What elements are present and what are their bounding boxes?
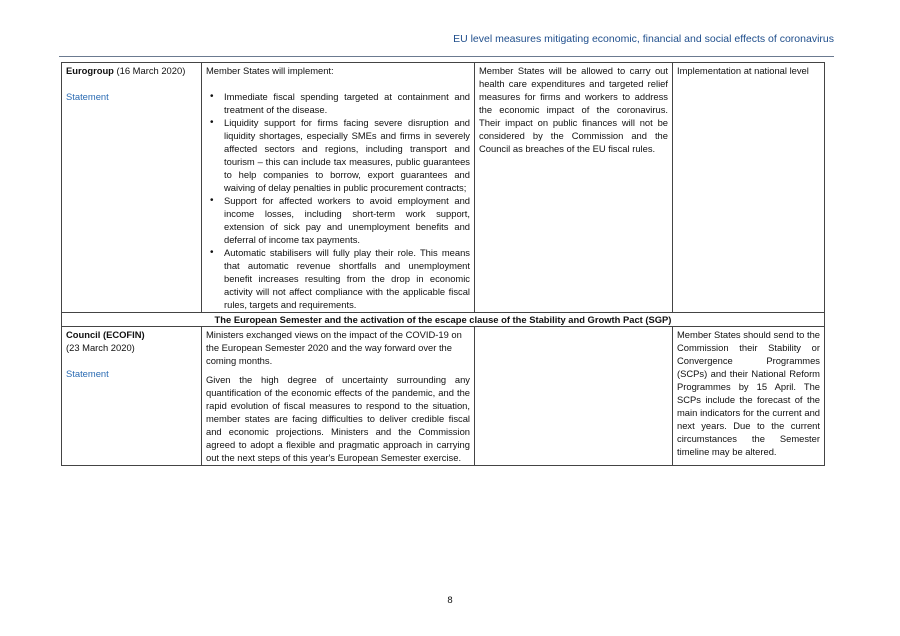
statement-link[interactable]: Statement [66, 91, 109, 102]
section-heading: The European Semester and the activation of the escape clause of the Stability and Growth Pact (SGP) [62, 313, 825, 327]
actor-date: (23 March 2020) [66, 342, 135, 353]
list-item: • Support for affected workers to avoid employment and income losses, including short-term work support, extension of sick pay and unemployment benefits and deferral of income tax payments. [224, 194, 470, 246]
table-row-ecofin [62, 327, 825, 466]
ecofin-paragraph-2: Given the high degree of uncertainty surrounding any quantification of the economic effects of the pandemic, and the rapid evolution of fiscal measures to respond to the situation, member states are facing difficulties to deliver credible fiscal and economic projections. Ministers and the Commission agreed to adopt a flexible and pragmatic approach in carrying out the next steps of this year's European Semester exercise. [206, 374, 470, 463]
implementation-cell: Implementation at national level [673, 63, 825, 313]
measures-intro: Member States will implement: [206, 65, 334, 76]
fiscal-flexibility-cell: Member States will be allowed to carry out health care expenditures and targeted relief measures for firms and workers to address the economic impact of the coronavirus. Their impact on public finances will not be considered by the Commission and the Council as breaches of the EU fiscal rules. [475, 63, 673, 313]
actor-name: Council (ECOFIN) [66, 329, 145, 340]
page-number: 8 [447, 595, 453, 606]
measures-list [206, 90, 470, 311]
measures-cell [202, 63, 475, 313]
actor-cell [62, 327, 202, 466]
measures-table [61, 62, 825, 466]
list-item: • Liquidity support for firms facing severe disruption and liquidity shortages, especially SMEs and firms in severely affected sectors and regions, including transport and tourism – this can include tax measures, public guarantees to help companies to borrow, export guarantees and waiving of delay penalties in public procurement contracts; [224, 116, 470, 194]
section-heading-row [62, 313, 825, 327]
running-header-title: EU level measures mitigating economic, financial and social effects of coronavirus [453, 33, 834, 45]
table-row-eurogroup [62, 63, 825, 313]
list-item: • Immediate fiscal spending targeted at containment and treatment of the disease. [224, 90, 470, 116]
header-divider [59, 56, 834, 57]
actor-cell [62, 63, 202, 313]
measures-cell [202, 327, 475, 466]
ecofin-paragraph-1: Ministers exchanged views on the impact of the COVID-19 on the European Semester 2020 and the way forward over the coming months. [206, 329, 462, 366]
statement-link[interactable]: Statement [66, 368, 109, 379]
actor-date: (16 March 2020) [113, 65, 186, 76]
actor-name: Eurogroup [66, 65, 114, 76]
list-item: • Automatic stabilisers will fully play their role. This means that automatic revenue shortfalls and unemployment benefit increases resulting from the drop in economic activity will not affect compliance with the applicable fiscal rules, targets and requirements. [224, 246, 470, 311]
empty-cell [475, 327, 673, 466]
semester-timeline-cell: Member States should send to the Commission their Stability or Convergence Programmes (SCPs) and their National Reform Programmes by 15 April. The SCPs include the forecast of the main indicators for the current and next years. Due to the current circumstances the Semester timeline may be altered. [673, 327, 825, 466]
